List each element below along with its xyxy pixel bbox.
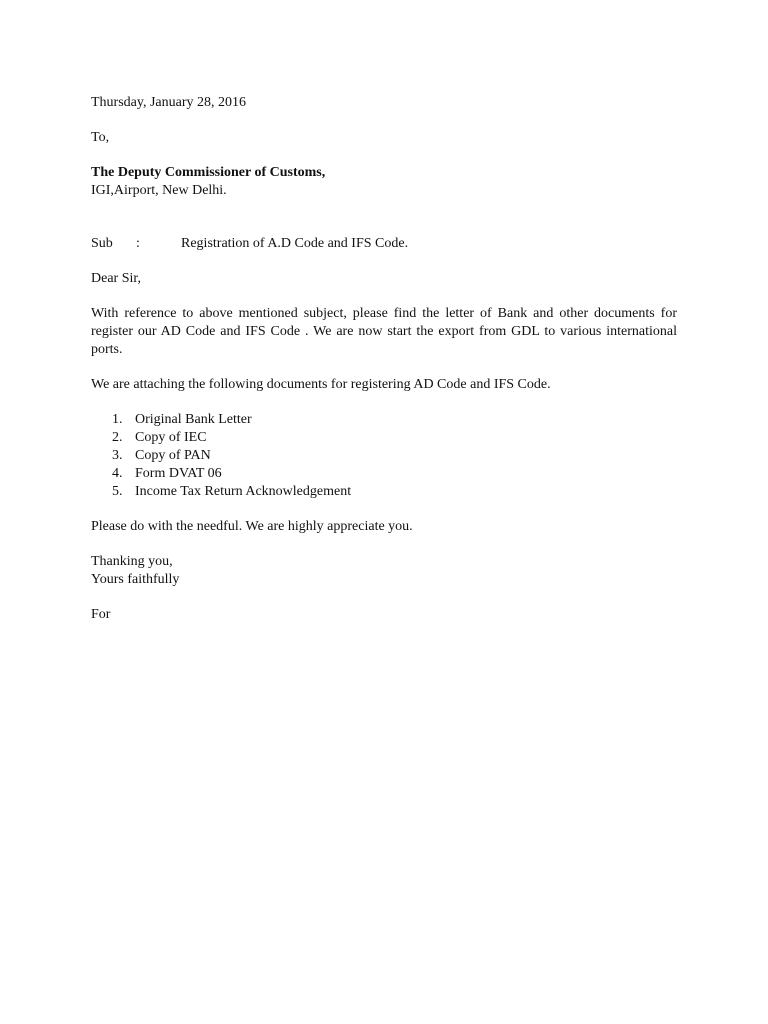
letter-page: [91, 94, 677, 624]
documents-list: [91, 411, 677, 501]
addressee-name: The Deputy Commissioner of Customs,: [91, 165, 326, 180]
list-item-text: Copy of PAN: [135, 448, 211, 463]
addressee-address: IGI,Airport, New Delhi.: [91, 183, 227, 198]
signoff-for: For: [91, 607, 111, 622]
body-paragraph-attachments: We are attaching the following documents for registering AD Code and IFS Code.: [91, 377, 551, 392]
list-item-number: 2.: [112, 430, 123, 445]
closing-faithfully: Yours faithfully: [91, 572, 180, 587]
closing-thanks: Thanking you,: [91, 554, 173, 569]
list-item-text: Form DVAT 06: [135, 466, 222, 481]
list-item-text: Copy of IEC: [135, 430, 207, 445]
body-paragraph-reference: With reference to above mentioned subject, please find the letter of Bank and other documents for register our AD Code and IFS Code . We are now start the export from GDL to various international ports.: [91, 306, 677, 357]
list-item-number: 3.: [112, 448, 123, 463]
list-item: [91, 411, 677, 429]
body-paragraph-request: Please do with the needful. We are highly appreciate you.: [91, 519, 413, 534]
list-item: [91, 429, 677, 447]
subject-colon: :: [136, 236, 140, 251]
list-item-text: Income Tax Return Acknowledgement: [135, 484, 352, 499]
list-item-text: Original Bank Letter: [135, 412, 252, 427]
list-item: [91, 465, 677, 483]
list-item: [91, 483, 677, 501]
subject-line: [91, 235, 677, 253]
to-line: To,: [91, 130, 110, 145]
list-item-number: 4.: [112, 466, 123, 481]
list-item-number: 1.: [112, 412, 123, 427]
list-item-number: 5.: [112, 484, 123, 499]
subject-label: Sub: [91, 236, 113, 251]
letter-date: Thursday, January 28, 2016: [91, 95, 247, 110]
subject-text: Registration of A.D Code and IFS Code.: [181, 236, 409, 251]
addressee-block: [91, 164, 677, 200]
salutation: Dear Sir,: [91, 271, 141, 286]
list-item: [91, 447, 677, 465]
